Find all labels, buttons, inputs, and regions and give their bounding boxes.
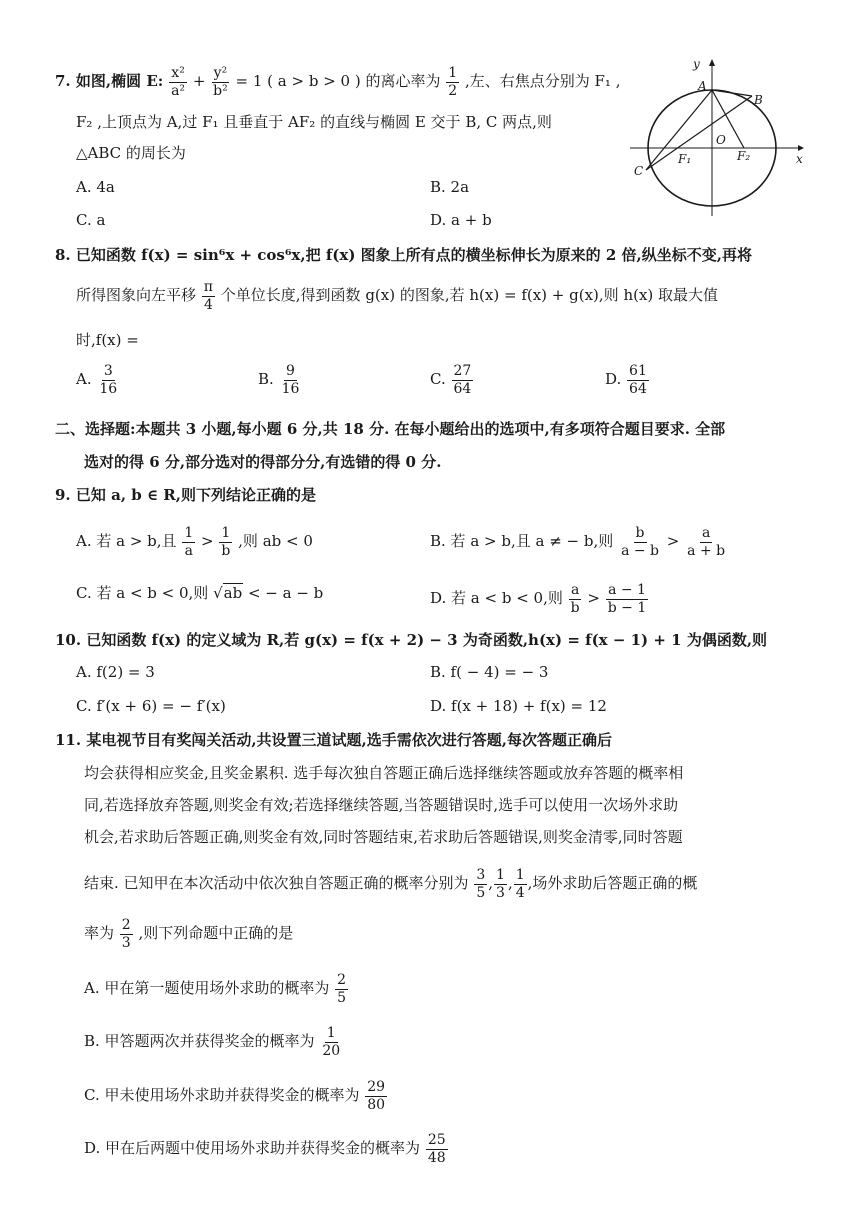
q8-option-a: A. $\frac{3}{16}$ xyxy=(76,363,118,397)
q9-option-b: B. 若 a > b,且 a ≠ − b,则 $\frac{b}{a - b}$ > $\frac{a}{a + b}$ xyxy=(430,525,726,559)
frac-pi: $\frac{\pi}{4}$ xyxy=(203,279,213,313)
y-axis-arrow xyxy=(709,59,715,66)
q11-option-d: D. 甲在后两题中使用场外求助并获得奖金的概率为 $\frac{25}{48}$ xyxy=(84,1132,446,1166)
label-x: x xyxy=(796,152,803,166)
q10-option-c: C. f′(x + 6) = − f′(x) xyxy=(76,697,226,715)
label-b: B xyxy=(754,93,763,107)
q10-stem: 10. 已知函数 f(x) 的定义域为 R,若 g(x) = f(x + 2) − 3 为奇函数,h(x) = f(x − 1) + 1 为偶函数,则 xyxy=(55,631,768,649)
q7-option-a: A. 4a xyxy=(76,178,115,196)
q9-option-d: D. 若 a < b < 0,则 $\frac{a}{b}$ > $\frac{a - 1}{b - 1}$ xyxy=(430,582,647,616)
q11-line1: 11. 某电视节目有奖闯关活动,共设置三道试题,选手需依次进行答题,每次答题正确后 xyxy=(55,731,612,749)
segment-ab xyxy=(712,90,752,96)
q7-option-b: B. 2a xyxy=(430,178,470,196)
q9-option-a: A. 若 a > b,且 $\frac{1}{a}$ > $\frac{1}{b}$ ,则 ab < 0 xyxy=(76,525,313,559)
q8-option-b: B. $\frac{9}{16}$ xyxy=(258,363,300,397)
q9-stem: 9. 已知 a, b ∈ R,则下列结论正确的是 xyxy=(55,486,316,504)
frac-y: $\frac{\text{y²}}{\text{b²}}$ xyxy=(213,65,228,99)
q11-line6: 率为 $\frac{2}{3}$ ,则下列命题中正确的是 xyxy=(84,917,294,951)
q11-option-b: B. 甲答题两次并获得奖金的概率为 $\frac{1}{20}$ xyxy=(84,1025,341,1059)
label-f2: F₂ xyxy=(737,149,751,163)
q7-option-c: C. a xyxy=(76,211,106,229)
q8-line3: 时,f(x) = xyxy=(76,331,139,349)
q8-line2: 所得图象向左平移 $\frac{\pi}{4}$ 个单位长度,得到函数 g(x) 的图象,若 h(x) = f(x) + g(x),则 h(x) 取最大值 xyxy=(76,279,719,313)
label-o: O xyxy=(716,133,726,147)
section2-heading-cont: 选对的得 6 分,部分选对的得部分分,有选错的得 0 分. xyxy=(84,453,442,471)
q10-option-d: D. f(x + 18) + f(x) = 12 xyxy=(430,697,607,715)
q7-line2: F₂ ,上顶点为 A,过 F₁ 且垂直于 AF₂ 的直线与椭圆 E 交于 B, C 两点,则 xyxy=(76,113,552,131)
label-a: A xyxy=(698,79,707,93)
q7-line1: 7. 如图,椭圆 E: $\frac{\text{x²}}{\text{a²}}$ + $\frac{\text{y²}}{\text{b²}}$ = 1 ( a > b > 0 ) 的离心率为 $\frac{1}{2}$ ,左、右焦点分别为 F₁ , xyxy=(55,65,621,99)
label-c: C xyxy=(634,164,644,178)
q8-option-c: C. $\frac{27}{64}$ xyxy=(430,363,472,397)
q11-line4: 机会,若求助后答题正确,则奖金有效,同时答题结束,若求助后答题错误,则奖金清零,同时答题 xyxy=(84,828,683,846)
section2-heading: 二、选择题:本题共 3 小题,每小题 6 分,共 18 分. 在每小题给出的选项中,有多项符合题目要求. 全部 xyxy=(55,420,726,438)
q8-line1: 8. 已知函数 f(x) = sin⁶x + cos⁶x,把 f(x) 图象上所有点的横坐标伸长为原来的 2 倍,纵坐标不变,再将 xyxy=(55,246,752,264)
q11-option-c: C. 甲未使用场外求助并获得奖金的概率为 $\frac{29}{80}$ xyxy=(84,1079,386,1113)
q11-option-a: A. 甲在第一题使用场外求助的概率为 $\frac{2}{5}$ xyxy=(84,972,347,1006)
q11-line5: 结束. 已知甲在本次活动中依次独自答题正确的概率分别为 $\frac{3}{5}$ , $\frac{1}{3}$ , $\frac{1}{4}$ ,场外求助后答题正确的概 xyxy=(84,867,698,901)
label-y: y xyxy=(693,58,700,71)
x-axis-arrow xyxy=(798,145,804,151)
q8-option-d: D. $\frac{61}{64}$ xyxy=(605,363,647,397)
q9-option-c: C. 若 a < b < 0,则 √ab < − a − b xyxy=(76,584,324,602)
q11-line3: 同,若选择放弃答题,则奖金有效;若选择继续答题,当答题错误时,选手可以使用一次场外求助 xyxy=(84,796,679,814)
ellipse-figure xyxy=(626,58,804,218)
label-f1: F₁ xyxy=(678,152,692,166)
frac-x: $\frac{\text{x²}}{\text{a²}}$ xyxy=(171,65,186,99)
q7-option-d: D. a + b xyxy=(430,211,492,229)
q11-line2: 均会获得相应奖金,且奖金累积. 选手每次独自答题正确后选择继续答题或放弃答题的概率相 xyxy=(84,764,684,782)
frac-e: $\frac{1}{2}$ xyxy=(448,65,458,99)
q7-line3: △ABC 的周长为 xyxy=(76,144,186,162)
q10-option-b: B. f( − 4) = − 3 xyxy=(430,663,549,681)
q10-option-a: A. f(2) = 3 xyxy=(76,663,155,681)
